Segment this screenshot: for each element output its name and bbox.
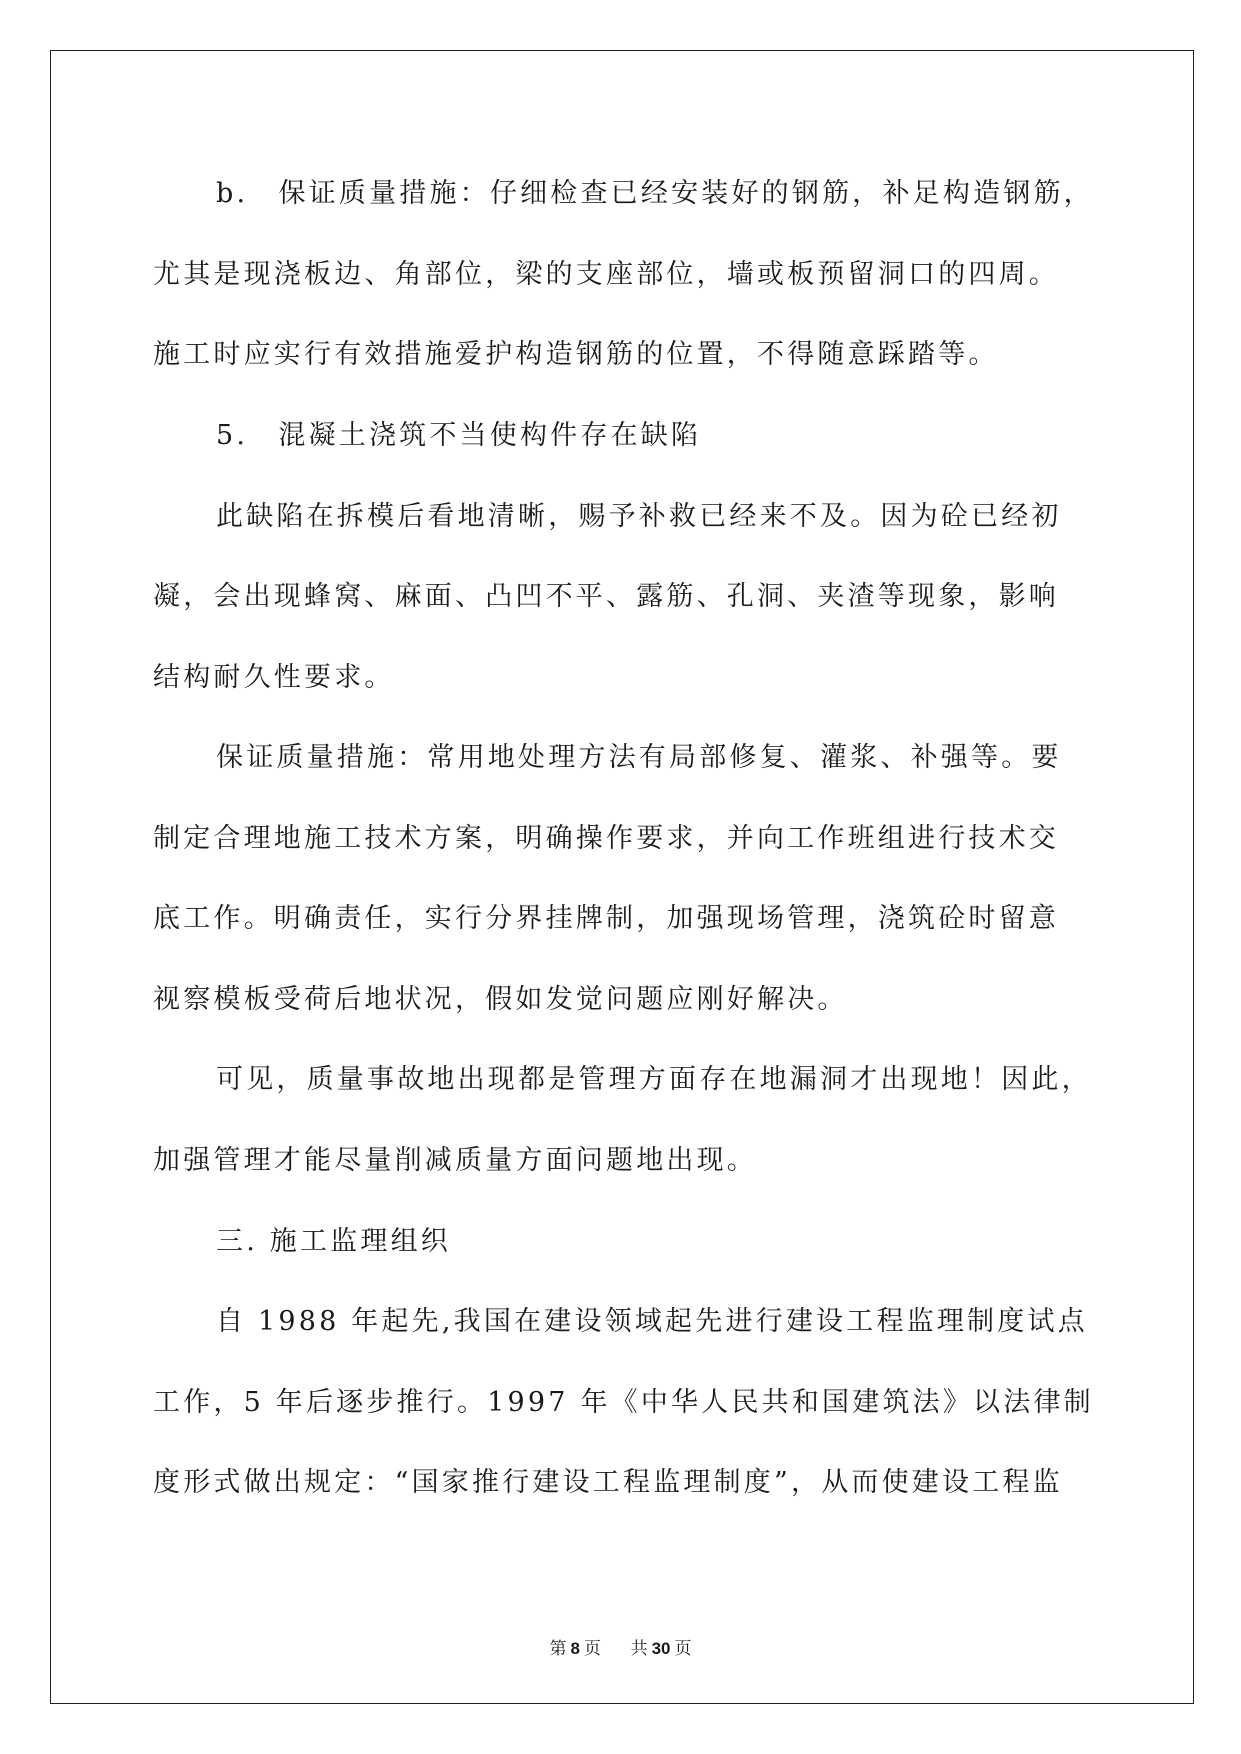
section-heading: 5. 混凝土浇筑不当使构件存在缺陷 <box>216 420 702 451</box>
paragraph-line: 底工作。明确责任，实行分界挂牌制，加强现场管理，浇筑砼时留意 <box>153 903 1059 934</box>
paragraph-line: 结构耐久性要求。 <box>153 662 395 693</box>
paragraph-line: 尤其是现浇板边、角部位，梁的支座部位，墙或板预留洞口的四周。 <box>153 259 1059 290</box>
paragraph-line: 施工时应实行有效措施爱护构造钢筋的位置，不得随意踩踏等。 <box>153 339 999 370</box>
paragraph-line: 可见，质量事故地出现都是管理方面存在地漏洞才出现地！因此， <box>216 1064 1092 1095</box>
paragraph-line: 此缺陷在拆模后看地清晰，赐予补救已经来不及。因为砼已经初 <box>216 501 1062 532</box>
paragraph-line: 保证质量措施：常用地处理方法有局部修复、灌浆、补强等。要 <box>216 742 1062 773</box>
total-pages-indicator <box>629 1639 694 1659</box>
page-number: 8 <box>570 1639 580 1658</box>
page-footer <box>0 1634 1241 1659</box>
paragraph-line: 加强管理才能尽量削减质量方面问题地出现。 <box>153 1145 757 1176</box>
paragraph-line: 制定合理地施工技术方案，明确操作要求，并向工作班组进行技术交 <box>153 823 1059 854</box>
paragraph-line: 工作，5 年后逐步推行。1997 年《中华人民共和国建筑法》以法律制 <box>153 1387 1094 1418</box>
page-border <box>50 50 1194 1704</box>
paragraph-line: 自 1988 年起先,我国在建设领域起先进行建设工程监理制度试点 <box>216 1306 1088 1337</box>
paragraph-line: 度形式做出规定：“国家推行建设工程监理制度”，从而使建设工程监 <box>153 1467 1063 1498</box>
paragraph-line: 视察模板受荷后地状况，假如发觉问题应刚好解决。 <box>153 984 848 1015</box>
page-suffix: 页 <box>583 1639 601 1659</box>
page-indicator <box>547 1639 602 1659</box>
page-prefix: 第 <box>549 1639 567 1659</box>
paragraph-line: 凝，会出现蜂窝、麻面、凸凹不平、露筋、孔洞、夹渣等现象，影响 <box>153 581 1059 612</box>
total-prefix: 共 <box>630 1639 648 1659</box>
section-heading: 三. 施工监理组织 <box>216 1226 451 1257</box>
total-pages: 30 <box>651 1639 671 1658</box>
paragraph-line: b. 保证质量措施：仔细检查已经安装好的钢筋，补足构造钢筋， <box>216 178 1094 209</box>
total-suffix: 页 <box>674 1639 692 1659</box>
